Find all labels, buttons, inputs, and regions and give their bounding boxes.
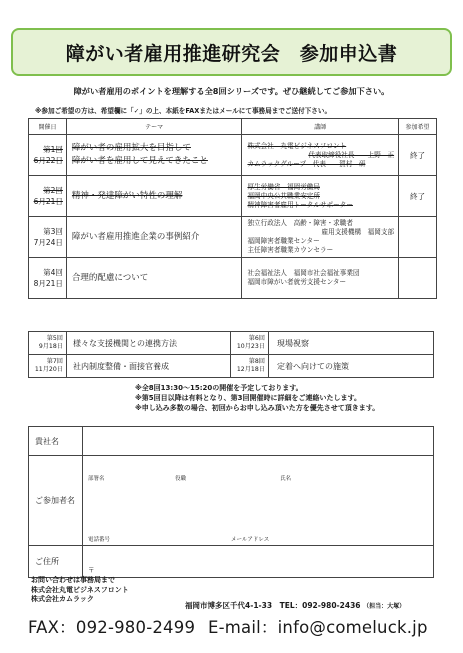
table-row [29,355,434,378]
lecturer-line: 主任障害者職業カウンセラー [247,246,334,254]
session-date-cell [231,332,269,355]
lecturer-line: 福岡障害者職業センター [247,237,320,245]
fax-number: FAX：092-980-2499 [28,618,196,637]
application-form [28,426,434,578]
lecturer-line: 株式会社 丸電ビジネスフロント [247,141,347,150]
note-line: ※全8回13:30～15:20の開催を予定しております。 [135,384,303,392]
intro-note: ※参加ご希望の方は、希望欄に「✓」の上、本紙をFAXまたはメールにて事務局までご送付下さい。 [35,107,332,115]
lecturer-line: 独立行政法人 高齢・障害・求職者 [247,219,353,227]
table-row [29,332,434,355]
session-date-cell [231,355,269,378]
address-row [29,546,434,578]
lecturer-line: 代表取締役社長 上野 正 [308,150,395,159]
participation-checkbox[interactable]: 終了 [399,135,437,176]
session-number: 第4回 [43,268,63,277]
name-label: 氏名 [280,476,292,482]
theme-cell [66,135,242,176]
lecturer-cell [242,217,399,258]
participant-field[interactable] [83,456,434,546]
session-theme: 様々な支援機関との連携方法 [67,332,231,355]
header-theme: テーマ [66,119,242,135]
session-number: 第7回 [46,358,63,365]
theme-line: 障がい者雇用推進企業の事例紹介 [71,231,200,242]
later-sessions-table [28,331,434,378]
session-date: 8月21日 [33,279,63,288]
lecturer-line: 社会福祉法人 福岡市社会福祉事業団 [247,269,360,277]
note-line: ※第5回目以降は有料となり、第3回開催時に詳細をご連絡いたします。 [135,394,361,402]
email-address: E-mail：info@comeluck.jp [208,618,428,637]
contact-line: お問い合わせは事務局まで [31,576,115,584]
schedule-table [28,118,437,299]
office-address [185,600,405,611]
participation-checkbox[interactable] [399,217,437,258]
theme-cell [66,217,242,258]
lecturer-line: 厚生労働省 福岡労働局 [247,182,320,191]
intro-text: 障がい者雇用のポイントを理解する全8回シリーズです。ぜひ継続してご参加下さい。 [73,86,390,96]
header-participation: 参加希望 [399,119,437,135]
page-title: 障がい者雇用推進研究会 参加申込書 [65,42,398,65]
session-date-cell [29,258,67,299]
session-date-cell [29,217,67,258]
email-label: メールアドレス [231,537,270,543]
theme-line: 精神・発達障がい特性の理解 [71,190,183,201]
session-date: 7月24日 [33,238,63,247]
lecturer-line: 精神障害者雇用トータルサポーター [247,200,353,209]
table-row [29,135,437,176]
dept-label: 部署名 [88,476,105,482]
lecturer-cell [242,135,399,176]
session-date-cell [29,355,67,378]
participation-checkbox[interactable] [399,258,437,299]
session-date: 10月23日 [236,343,265,350]
lecturer-cell [242,258,399,299]
company-field[interactable] [83,427,434,456]
company-row [29,427,434,456]
table-row [29,176,437,217]
phone-label: 電話番号 [88,537,111,543]
address-text: 福岡市博多区千代4-1-33 TEL：092-980-2436 [185,601,361,610]
note-line: ※申し込み多数の場合、初回からお申し込み頂いた方を優先させて頂きます。 [135,404,380,412]
address-field[interactable] [83,546,434,578]
lecturer-line: 雇用支援機構 福岡支部 [321,228,395,236]
session-number: 第1回 [43,145,63,154]
theme-line: 合理的配慮について [71,272,149,283]
company-label: 貴社名 [29,427,83,456]
lecturer-line: 福岡中央公共職業安定所 [247,191,320,200]
contact-line: 株式会社カムラック [31,595,94,603]
position-label: 役職 [175,476,187,482]
lecturer-cell [242,176,399,217]
session-theme: 定着へ向けての施策 [269,355,434,378]
session-number: 第3回 [43,227,63,236]
session-date: 6月21日 [33,197,63,206]
header-date: 開催日 [29,119,67,135]
session-date-cell [29,176,67,217]
session-theme: 社内制度整備・面接官養成 [67,355,231,378]
notes [135,383,379,413]
participant-label: ご参加者名 [29,456,83,546]
lecturer-line: 福岡市障がい者就労支援センター [247,278,347,286]
session-number: 第8回 [248,358,265,365]
theme-line: 障がい者の雇用拡大を目指して [71,143,191,153]
session-number: 第6回 [248,335,265,342]
participation-checkbox[interactable]: 終了 [399,176,437,217]
theme-cell [66,176,242,217]
theme-line: 障がい者を雇用して見えてきたこと [71,156,208,166]
session-theme: 現場視察 [269,332,434,355]
table-row [29,258,437,299]
session-date-cell [29,135,67,176]
address-label: ご住所 [29,546,83,578]
contact-person: （担当：大塚） [363,603,406,610]
table-row [29,217,437,258]
header-lecturer: 講師 [242,119,399,135]
contact-line: 株式会社丸電ビジネスフロント [31,585,129,594]
title-banner [11,28,452,76]
table-header-row [29,119,437,135]
lecturer-line: カムラックグループ 代表 賀村 研 [247,159,366,168]
participant-row [29,456,434,546]
session-date: 11月20日 [34,366,63,373]
session-date: 12月18日 [236,366,265,373]
session-date: 6月22日 [33,156,63,165]
session-date: 9月18日 [38,343,63,350]
theme-cell [66,258,242,299]
session-number: 第2回 [43,186,63,195]
session-number: 第5回 [46,335,63,342]
session-date-cell [29,332,67,355]
postal-mark: 〒 [88,566,95,574]
contact-info [31,576,129,605]
